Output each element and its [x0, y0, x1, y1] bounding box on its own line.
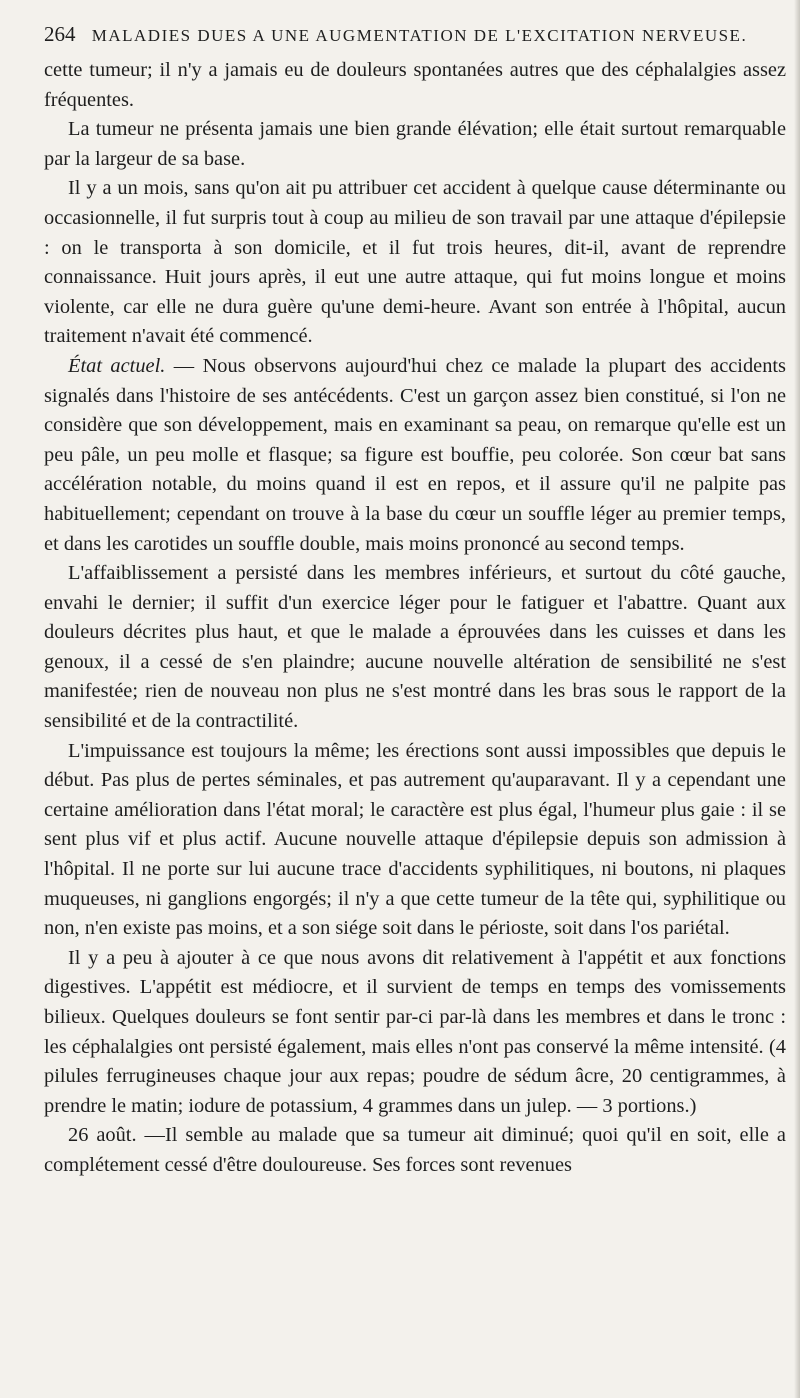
running-head	[44, 22, 786, 52]
paragraph: Il y a un mois, sans qu'on ait pu attribuer cet accident à quelque cause déterminante ou occasionnelle, il fut surpris tout à coup au milieu de son travail par une attaque d'épilepsie : on le transporta à son domicile, et il fut trois heures, dit-il, avant de reprendre connaissance. Huit jours après, il eut une autre attaque, qui fut moins longue et moins violente, car elle ne dura guère qu'une demi-heure. Avant son entrée à l'hôpital, aucun traitement n'avait été commencé.	[44, 177, 786, 348]
paragraph-etat-actuel	[44, 352, 786, 559]
section-label: État actuel.	[68, 354, 166, 377]
paragraph-text: Nous observons aujourd'hui chez ce malade la plupart des accidents signalés dans l'histoire de ses antécédents. C'est un garçon assez bien constitué, si l'on ne considère que son développement, mais en examinant sa peau, on remarque qu'elle est un peu pâle, un peu molle et flasque; sa figure est bouffie, peu colorée. Son cœur bat sans accélération notable, du moins quand il est en repos, et il assure qu'il ne palpite pas habituellement; cependant on trouve à la base du cœur un souffle léger au premier temps, et dans les carotides un souffle double, mais moins prononcé au second temps.	[44, 354, 786, 555]
paragraph: La tumeur ne présenta jamais une bien grande élévation; elle était surtout remarquable par la largeur de sa base.	[44, 118, 786, 170]
date-label: 26 août.	[68, 1124, 137, 1147]
paragraph: Il y a peu à ajouter à ce que nous avons dit relativement à l'appétit et aux fonctions digestives. L'appétit est médiocre, et il survient de temps en temps des vomissements bilieux. Quelques douleurs se font sentir par-ci par-là dans les membres et dans le tronc : les céphalalgies ont persisté également, mais elles n'ont pas conservé la même intensité. (4 pilules ferrugineuses chaque jour aux repas; poudre de sédum âcre, 20 centigrammes, à prendre le matin; iodure de potassium, 4 grammes dans un julep. — 3 portions.)	[44, 946, 786, 1117]
paragraph: L'impuissance est toujours la même; les érections sont aussi impossibles que depuis le début. Pas plus de pertes séminales, et pas autrement qu'auparavant. Il y a cependant une certaine amélioration dans l'état moral; le caractère est plus égal, l'humeur plus gaie : il se sent plus vif et plus actif. Aucune nouvelle attaque d'épilepsie depuis son admission à l'hôpital. Il ne porte sur lui aucune trace d'accidents syphilitiques, ni boutons, ni plaques muqueuses, ni ganglions engorgés; il n'y a que cette tumeur de la tête qui, syphilitique ou non, n'en existe pas moins, et a son siége soit dans le périoste, soit dans l'os pariétal.	[44, 739, 786, 940]
body-text	[44, 56, 786, 1181]
paragraph: cette tumeur; il n'y a jamais eu de douleurs spontanées autres que des céphalalgies assez fréquentes.	[44, 59, 786, 111]
running-title: MALADIES DUES A UNE AUGMENTATION DE L'EXCITATION NERVEUSE.	[91, 26, 748, 45]
book-page	[44, 22, 786, 1382]
page-edge-shadow	[794, 0, 800, 1398]
paragraph-text: Il semble au malade que sa tumeur ait diminué; quoi qu'il en soit, elle a complétement cessé d'être douloureuse. Ses forces sont revenues	[44, 1124, 786, 1176]
paragraph: L'affaiblissement a persisté dans les membres inférieurs, et surtout du côté gauche, envahi le dernier; il suffit d'un exercice léger pour le fatiguer et l'abattre. Quant aux douleurs décrites plus haut, et que le malade a éprouvées dans les cuisses et dans les genoux, il a cessé de s'en plaindre; aucune nouvelle altération de sensibilité ne s'est manifestée; rien de nouveau non plus ne s'est montré dans les bras sous le rapport de la sensibilité et de la contractilité.	[44, 562, 786, 733]
page-number: 264	[44, 22, 76, 46]
date-dash: —	[136, 1124, 165, 1147]
section-dash: —	[165, 354, 203, 377]
paragraph-dated-entry	[44, 1121, 786, 1180]
